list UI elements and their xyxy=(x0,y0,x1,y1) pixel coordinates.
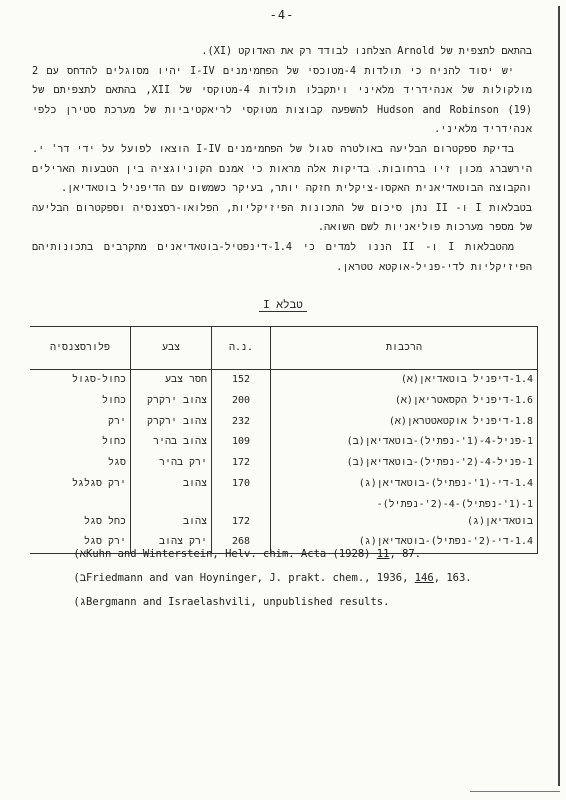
table-title xyxy=(238,298,328,312)
paragraph: מהטבלאות I ו- II הננו למדים כי 1.4-דינפטיל-בוטאדיאנים מתקרבים בתכונותיהם הפיזיקליות לדי-פניל-אוקטא טטראן. xyxy=(32,241,532,273)
composition-line: בוטאדיאן(ג) xyxy=(466,515,533,527)
table-title-text: טבלא I xyxy=(259,298,307,312)
cell-fluorescence: ירק סגלגל xyxy=(71,477,126,489)
cell-melting-point: 152 xyxy=(212,370,271,391)
footnote xyxy=(60,596,480,609)
composition-line: 1-(1'-נפתיל)-4-(2'-נפתיל)- xyxy=(376,498,533,510)
cell-color: ירק צהוב xyxy=(131,532,212,553)
footnote-mark: ב) xyxy=(73,572,86,584)
table-header-row xyxy=(30,327,538,370)
footnote-mark: ג) xyxy=(73,596,86,608)
table-row xyxy=(30,432,538,453)
cell-composition xyxy=(271,412,538,433)
footnote-text: Friedmann and van Hoyninger, J. prakt. chem., 1936, xyxy=(86,572,415,584)
cell-fluorescence: ירק סגל xyxy=(30,532,131,553)
paragraph: יש יסוד להניח כי תולדות 4-מטוכסי של הפחמימנים I-IV יהיו מסוגלים להדחס עם 2 מולקולות של אנהידריד מלאיני ויתקבלו תולדות 4-מטוקסי של XII, בהתאם לתצפיתם של Hudson and Robinson (19) להשפעה קבוצות מטוקסי לריאקטיביות של מערכת סטירן כלפי אנהידריד מלאיני. xyxy=(32,65,533,136)
cell-melting-point: 172 xyxy=(212,495,271,533)
cell-color: צהוב xyxy=(131,495,212,533)
footnote-volume: 146 xyxy=(414,572,434,584)
cell-composition xyxy=(271,495,538,533)
table-body xyxy=(30,370,538,554)
cell-composition xyxy=(271,432,538,453)
table-row xyxy=(30,412,538,433)
cell-melting-point: 109 xyxy=(212,432,271,453)
cell-composition xyxy=(271,370,538,391)
cell-fluorescence: סגל xyxy=(107,457,126,469)
table-row xyxy=(30,391,538,412)
composition-line: 1.4-די-(1'-נפתיל)-בוטאדיאן(ג) xyxy=(358,477,533,489)
cell-melting-point: 170 xyxy=(212,474,271,495)
composition-line: 1-פניל-4-(2'-נפתיל)-בוטאדיאן(ב) xyxy=(346,457,533,469)
header-fluorescence: פלורסצנסיה xyxy=(30,327,131,370)
composition-line: 1.8-דיפניל אוקטאטטראן(א) xyxy=(388,415,533,427)
composition-line: 1.4-די-(2'-נפתיל)-בוטאדיאן(ג) xyxy=(358,536,533,548)
page-edge-line xyxy=(558,6,560,786)
cell-fluorescence: כחול-סגול xyxy=(71,374,126,385)
paragraph: בהתאם לתצפית של Arnold הצלחנו לבודד רק את האדוקט (XI). xyxy=(201,46,532,57)
page-number: -4- xyxy=(269,8,295,22)
table-row xyxy=(30,453,538,474)
cell-melting-point: 232 xyxy=(212,412,271,433)
cell-color: צהוב ירקרק xyxy=(131,412,212,433)
footnote xyxy=(60,572,480,585)
body-text xyxy=(32,42,532,277)
paragraph: בטבלאות I ו- II נתן סיכום של התכונות הפיזיקליות, הפלואו-רסצנסיה וספקטרום הבליעה של מספר מערכות פוליאניות לשם השואה. xyxy=(32,202,532,234)
header-color: צבע xyxy=(131,327,212,370)
cell-composition xyxy=(271,391,538,412)
cell-melting-point: 200 xyxy=(212,391,271,412)
cell-composition xyxy=(271,474,538,495)
footnote-volume: 11 xyxy=(376,548,390,560)
footnote-text: Kuhn and Winterstein, Helv. chim. Acta (1928) xyxy=(86,548,377,560)
table-row xyxy=(30,370,538,391)
paragraph: בדיקת ספקטרום הבליעה באולטרה סגול של הפחמימנים I-IV הוצאו לפועל על ידי דר' י. הירשברג מכון זיו ברחובות. בדיקות אלה מראות כי אמנם הקוניוגציה בין הטבעות הארילים והקבוצה הבוטאדיאנית האקסו-ציקלית חזקה יותר, בעיקר כשמשום עם הדיפניל בוטאדיאן. xyxy=(32,143,532,195)
cell-color: ירק בהיר xyxy=(131,453,212,474)
composition-line: 1-פניל-4-(1'-נפתיל)-בוטאדיאן(ב) xyxy=(346,436,533,448)
footnote xyxy=(60,548,480,561)
table-row xyxy=(30,495,538,533)
cell-fluorescence: ירק xyxy=(107,415,126,427)
cell-fluorescence: כחל סגל xyxy=(83,515,126,527)
cell-composition xyxy=(271,453,538,474)
footnote-mark: א) xyxy=(73,548,86,560)
footnote-pages: , 163. xyxy=(433,572,472,584)
table-row xyxy=(30,474,538,495)
cell-color: צהוב בהיר xyxy=(131,432,212,453)
page-corner-line xyxy=(470,791,560,792)
header-composition: הרכבות xyxy=(271,327,538,370)
cell-melting-point: 268 xyxy=(212,532,271,553)
header-melting-point: נ.ה. xyxy=(212,327,271,370)
composition-line: 1.6-דיפניל הקסאטריאן(א) xyxy=(394,394,533,406)
composition-line: 1.4-דיפניל בוטאדיאן(א) xyxy=(400,374,533,385)
cell-melting-point: 172 xyxy=(212,453,271,474)
cell-fluorescence: כחול xyxy=(101,436,126,448)
footnote-pages: , 87. xyxy=(389,548,422,560)
cell-fluorescence: כחול xyxy=(101,394,126,406)
footnote-text: Bergmann and Israelashvili, unpublished results. xyxy=(86,596,390,608)
cell-color: חסר צבע xyxy=(131,370,212,391)
cell-color: צהוב ירקרק xyxy=(131,391,212,412)
cell-color: צהוב xyxy=(131,474,212,495)
compounds-table xyxy=(30,326,538,554)
